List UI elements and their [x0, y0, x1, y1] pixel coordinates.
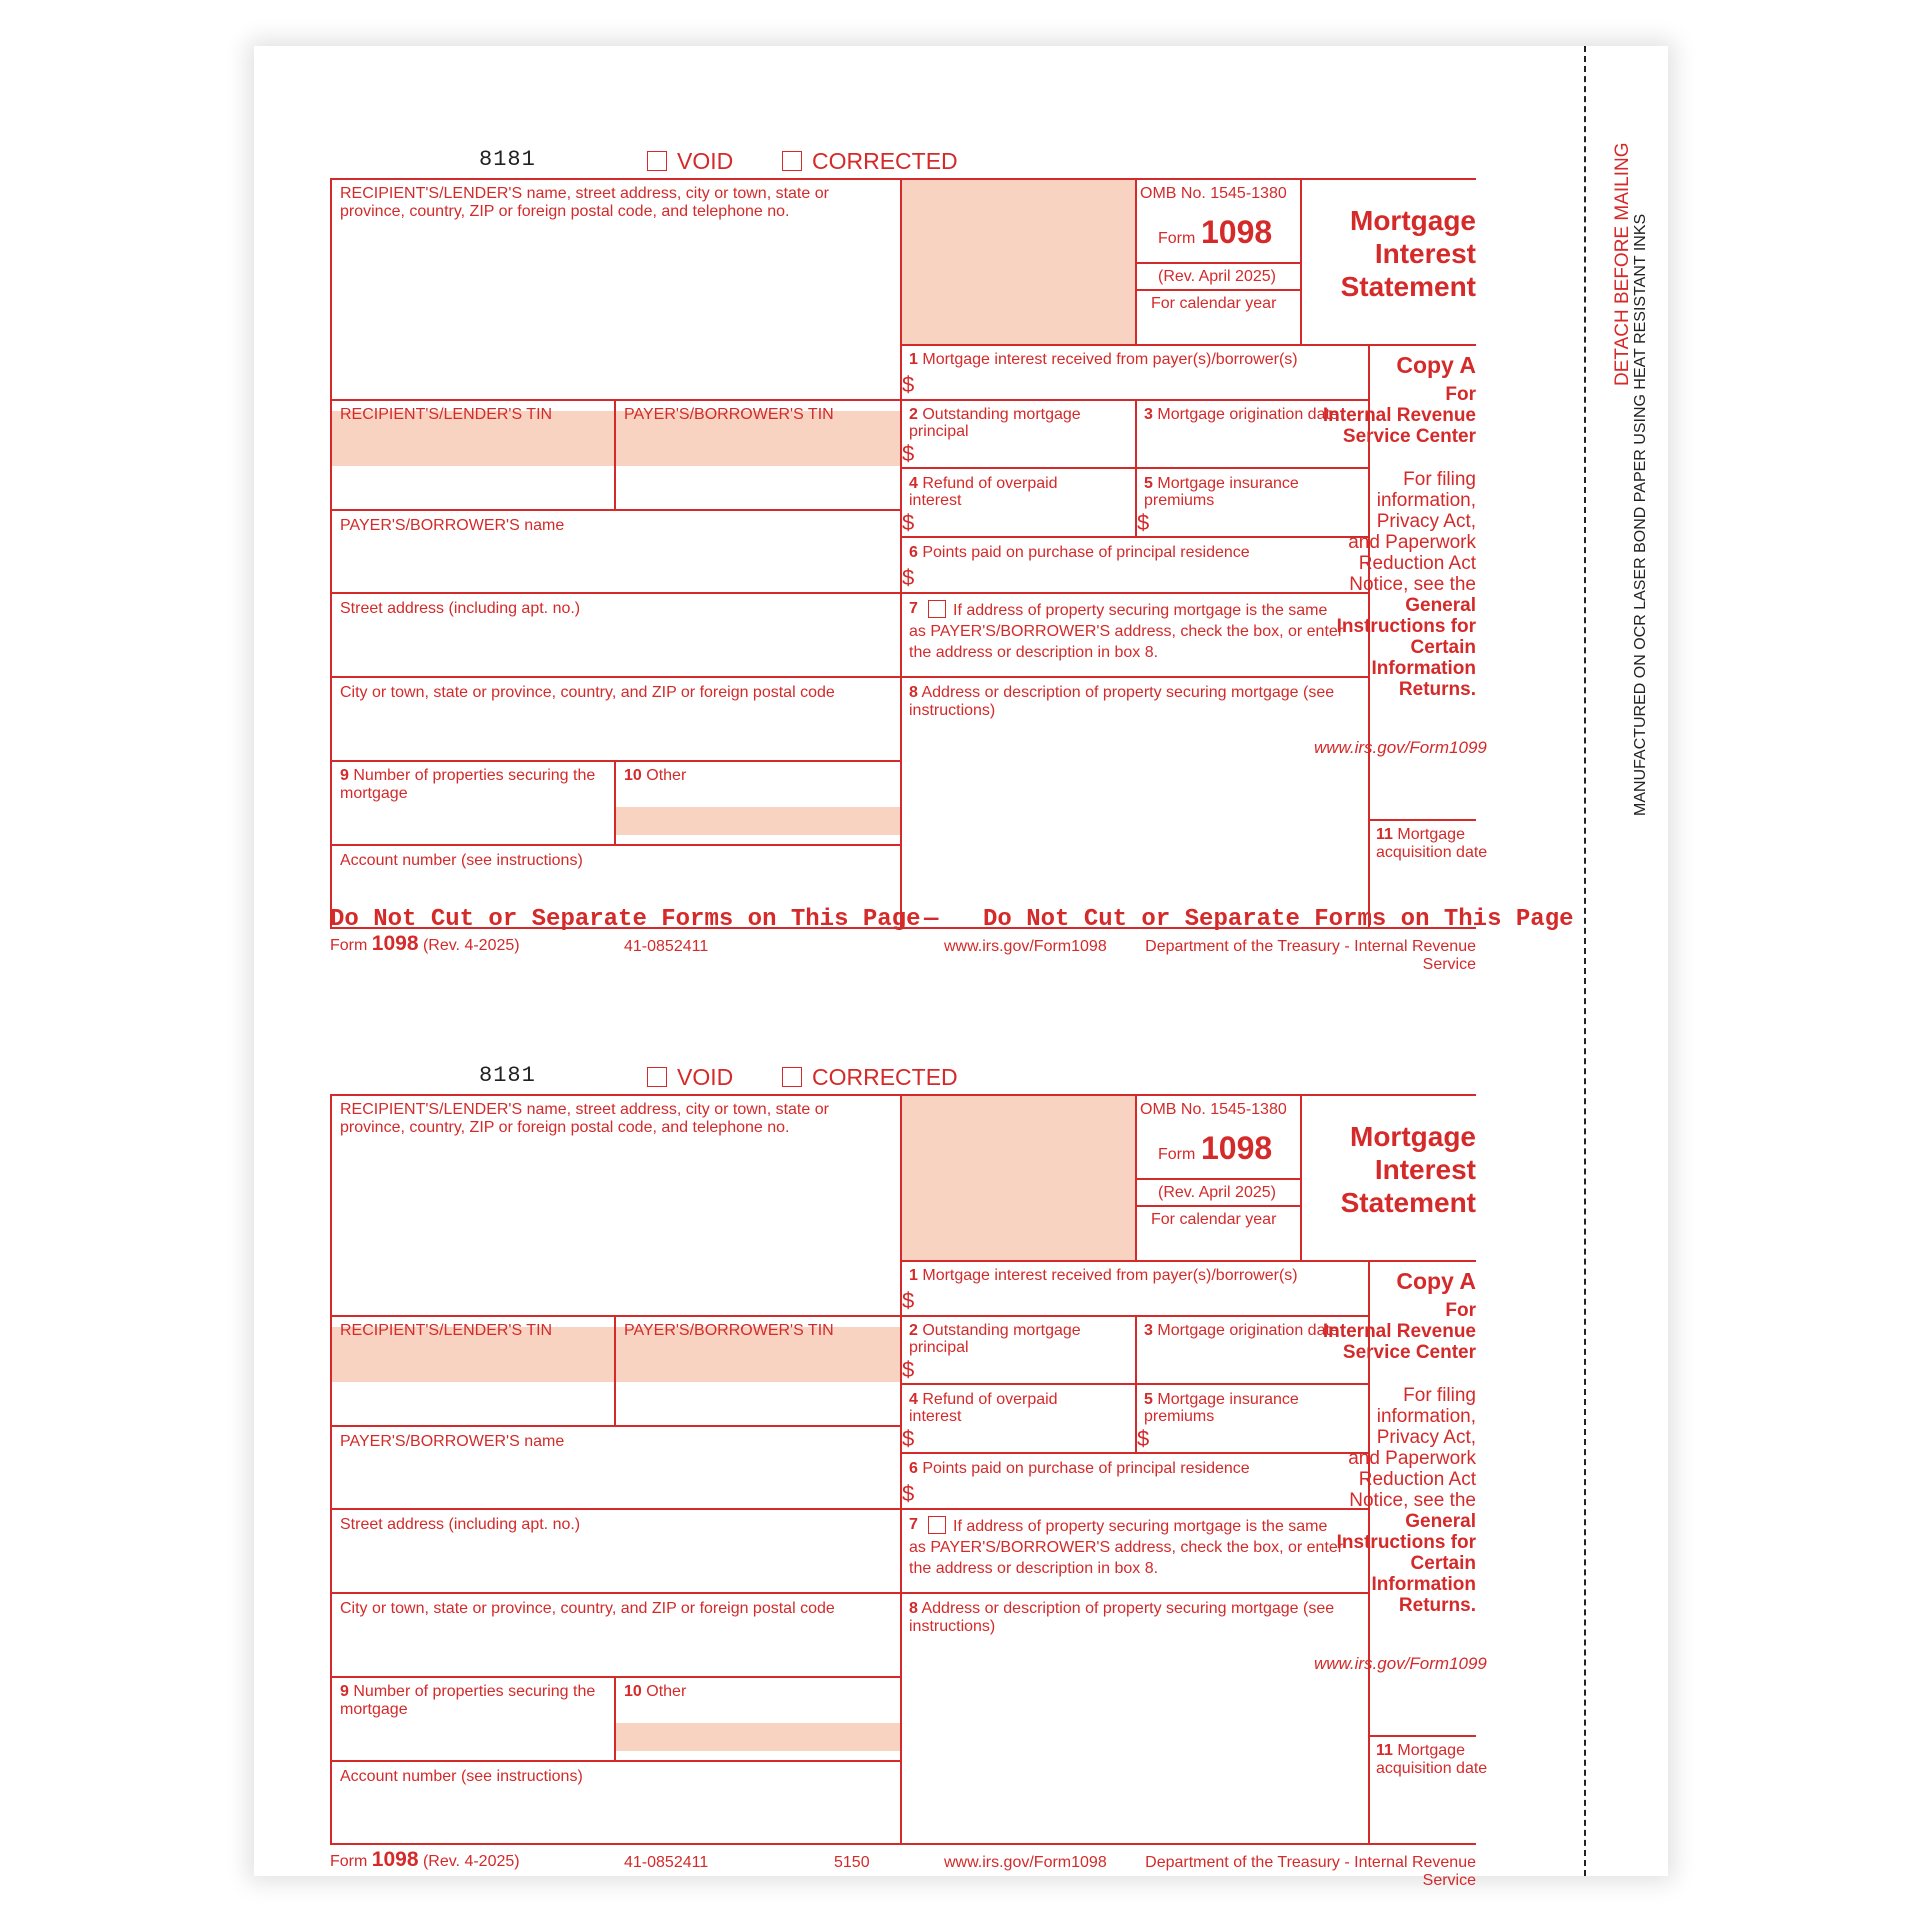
corrected-label: CORRECTED: [812, 148, 958, 174]
payer-tin-label: PAYER'S/BORROWER'S TIN: [624, 1322, 834, 1339]
copy-a: Copy A: [1396, 1268, 1476, 1294]
copy-a: Copy A: [1396, 352, 1476, 378]
box2-dollar: $: [902, 1357, 915, 1382]
box6-label: 6 Points paid on purchase of principal residence: [909, 1460, 1250, 1477]
cut-warning-dash: —: [924, 906, 939, 933]
payer-name-label: PAYER'S/BORROWER'S name: [340, 517, 565, 534]
box2-label: 2 Outstanding mortgage principal: [909, 1322, 1081, 1356]
shaded-area-top: [901, 180, 1135, 345]
filing-info: For filing information, Privacy Act, and Paperwork Reduction Act Notice, see the General Instructions for Certain Information Returns.: [1336, 1385, 1476, 1616]
omb-number: OMB No. 1545-1380: [1140, 185, 1287, 202]
corrected-checkbox[interactable]: [782, 1067, 802, 1087]
box5-label: 5 Mortgage insurance premiums: [1144, 1391, 1299, 1425]
form-code: 8181: [479, 1063, 536, 1088]
recipient-tin-label: RECIPIENT'S/LENDER'S TIN: [340, 406, 553, 423]
box8-label: 8 Address or description of property securing mortgage (see instructions): [909, 1600, 1335, 1635]
box6-label: 6 Points paid on purchase of principal residence: [909, 544, 1250, 561]
box3-label: 3 Mortgage origination date: [1144, 406, 1339, 423]
street-address-label: Street address (including apt. no.): [340, 1516, 581, 1533]
account-number-label: Account number (see instructions): [340, 1768, 583, 1785]
calendar-year-label: For calendar year: [1151, 295, 1277, 312]
box5-dollar: $: [1137, 1426, 1150, 1451]
void-checkbox[interactable]: [647, 1067, 667, 1087]
box10-label: 10 Other: [624, 767, 687, 784]
box9-label: 9 Number of properties securing the mortgage: [340, 767, 596, 802]
box4-dollar: $: [902, 510, 915, 535]
box5-dollar: $: [1137, 510, 1150, 535]
filing-info: For filing information, Privacy Act, and Paperwork Reduction Act Notice, see the General Instructions for Certain Information Returns.: [1336, 469, 1476, 700]
rev-date: (Rev. April 2025): [1158, 1184, 1276, 1201]
void-label: VOID: [677, 1064, 734, 1090]
cut-warning-right: Do Not Cut or Separate Forms on This Page: [983, 906, 1574, 933]
box7-label: If address of property securing mortgage is the same as PAYER'S/BORROWER'S address, check the box, or enter the address or description in box 8.: [909, 1518, 1344, 1577]
box2-label: 2 Outstanding mortgage principal: [909, 406, 1081, 440]
box11-label: 11 Mortgage acquisition date: [1376, 1742, 1488, 1777]
street-address-label: Street address (including apt. no.): [340, 600, 581, 617]
account-number-input[interactable]: [615, 1723, 901, 1751]
footer-department: Department of the Treasury - Internal Revenue Service: [1145, 1854, 1476, 1889]
cut-warning-left: Do Not Cut or Separate Forms on This Page: [330, 906, 921, 933]
form-sheet: [254, 46, 1668, 1889]
box1-dollar: $: [902, 1288, 915, 1313]
box11-label: 11 Mortgage acquisition date: [1376, 826, 1488, 861]
box6-dollar: $: [902, 565, 915, 590]
calendar-year-label: For calendar year: [1151, 1211, 1277, 1228]
city-label: City or town, state or province, country, and ZIP or foreign postal code: [340, 1600, 835, 1617]
recipient-name-label: RECIPIENT'S/LENDER'S name, street address, city or town, state or province, country, ZIP or foreign postal code, and telephone no.: [340, 185, 829, 220]
footer-form-id: Form 1098 (Rev. 4-2025): [330, 932, 520, 955]
corrected-label: CORRECTED: [812, 1064, 958, 1090]
footer-form-id: Form 1098 (Rev. 4-2025): [330, 1848, 520, 1871]
detach-perforation-line: [1584, 46, 1586, 1876]
irs-url-side[interactable]: www.irs.gov/Form1099: [1314, 1654, 1487, 1673]
footer-extra: 5150: [834, 1854, 870, 1871]
footer-url[interactable]: www.irs.gov/Form1098: [944, 1854, 1107, 1871]
form-title: Mortgage Interest Statement: [1340, 205, 1476, 302]
manufactured-note: MANUFACTURED ON OCR LASER BOND PAPER USING HEAT RESISTANT INKS: [1632, 213, 1649, 816]
form-code: 8181: [479, 147, 536, 172]
form-number: 1098: [1201, 1130, 1273, 1166]
footer-code: 41-0852411: [624, 938, 709, 955]
account-number-label: Account number (see instructions): [340, 852, 583, 869]
box7-number: 7: [909, 600, 918, 617]
copy-for-irs: Internal Revenue Service Center: [1322, 1321, 1476, 1363]
rev-date: (Rev. April 2025): [1158, 268, 1276, 285]
box3-label: 3 Mortgage origination date: [1144, 1322, 1339, 1339]
corrected-checkbox[interactable]: [782, 151, 802, 171]
box7-number: 7: [909, 1516, 918, 1533]
form-1098-lower: [254, 1018, 1668, 1898]
form-number: 1098: [1201, 214, 1273, 250]
box2-dollar: $: [902, 441, 915, 466]
footer-code: 41-0852411: [624, 1854, 709, 1871]
payer-tin-label: PAYER'S/BORROWER'S TIN: [624, 406, 834, 423]
recipient-name-label: RECIPIENT'S/LENDER'S name, street address, city or town, state or province, country, ZIP or foreign postal code, and telephone no.: [340, 1101, 829, 1136]
box10-label: 10 Other: [624, 1683, 687, 1700]
account-number-input[interactable]: [615, 807, 901, 835]
copy-for-irs: Internal Revenue Service Center: [1322, 405, 1476, 447]
box1-label: 1 Mortgage interest received from payer(s)/borrower(s): [909, 1267, 1298, 1284]
payer-name-label: PAYER'S/BORROWER'S name: [340, 1433, 565, 1450]
form-1098-upper: [254, 102, 1668, 982]
box4-dollar: $: [902, 1426, 915, 1451]
void-checkbox[interactable]: [647, 151, 667, 171]
form-title: Mortgage Interest Statement: [1340, 1121, 1476, 1218]
omb-number: OMB No. 1545-1380: [1140, 1101, 1287, 1118]
detach-before-mailing: DETACH BEFORE MAILING: [1612, 142, 1633, 386]
box4-label: 4 Refund of overpaid interest: [909, 1391, 1058, 1425]
footer-department: Department of the Treasury - Internal Revenue Service: [1145, 938, 1476, 973]
copy-for: For: [1445, 384, 1476, 405]
irs-url-side[interactable]: www.irs.gov/Form1099: [1314, 738, 1487, 757]
recipient-tin-label: RECIPIENT'S/LENDER'S TIN: [340, 1322, 553, 1339]
city-label: City or town, state or province, country, and ZIP or foreign postal code: [340, 684, 835, 701]
form-word: Form: [1158, 1146, 1196, 1163]
box5-label: 5 Mortgage insurance premiums: [1144, 475, 1299, 509]
box8-label: 8 Address or description of property securing mortgage (see instructions): [909, 684, 1335, 719]
box1-dollar: $: [902, 372, 915, 397]
box7-label: If address of property securing mortgage is the same as PAYER'S/BORROWER'S address, check the box, or enter the address or description in box 8.: [909, 602, 1344, 661]
box1-label: 1 Mortgage interest received from payer(s)/borrower(s): [909, 351, 1298, 368]
void-label: VOID: [677, 148, 734, 174]
form-word: Form: [1158, 230, 1196, 247]
copy-for: For: [1445, 1300, 1476, 1321]
box4-label: 4 Refund of overpaid interest: [909, 475, 1058, 509]
shaded-area-top: [901, 1096, 1135, 1261]
box9-label: 9 Number of properties securing the mortgage: [340, 1683, 596, 1718]
box6-dollar: $: [902, 1481, 915, 1506]
footer-url[interactable]: www.irs.gov/Form1098: [944, 938, 1107, 955]
